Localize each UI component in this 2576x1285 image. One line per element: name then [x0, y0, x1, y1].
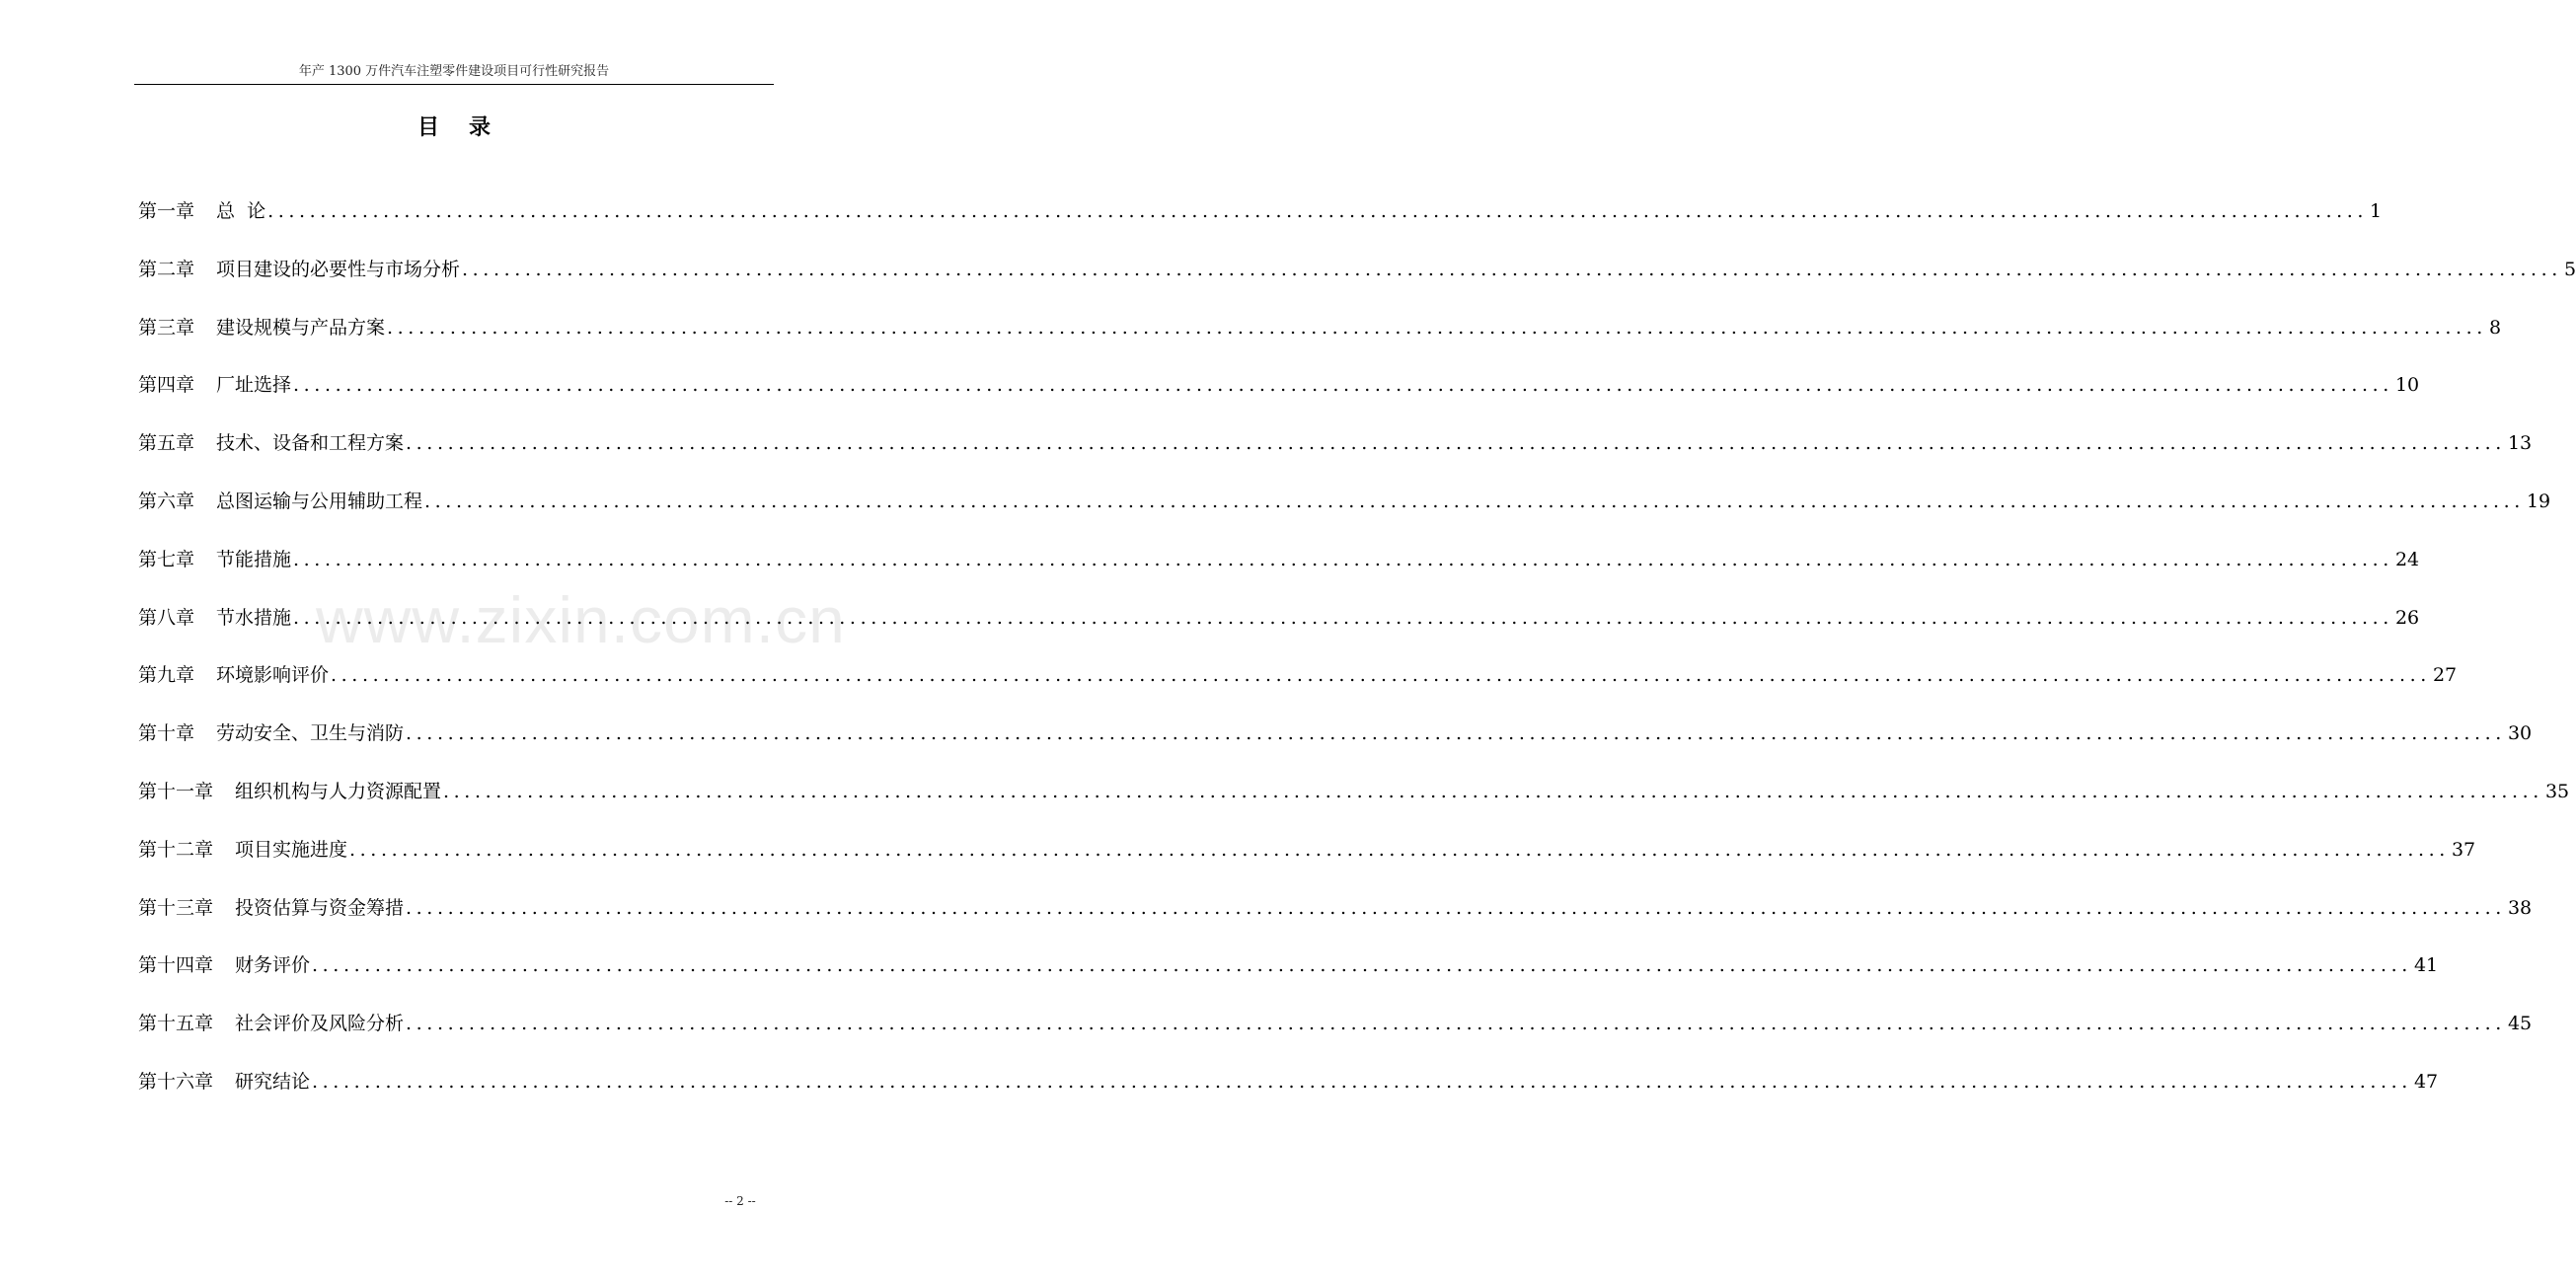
toc-page-number: 19: [2526, 490, 2551, 512]
toc-chapter-number: 第十四章: [138, 954, 214, 977]
toc-chapter-number: 第十二章: [138, 838, 214, 861]
toc-chapter-heading: 研究结论: [235, 1070, 311, 1093]
toc-dot-leader: ........................................................................................................................................................................................................: [406, 1013, 2506, 1035]
toc-chapter-number: 第十三章: [138, 896, 214, 919]
toc-dot-leader: ........................................................................................................................................................................................................: [406, 722, 2506, 745]
toc-chapter-number: 第六章: [138, 490, 195, 512]
toc-title: 目录: [417, 114, 520, 140]
toc-chapter-heading: 环境影响评价: [216, 664, 330, 687]
toc-chapter-number: 第十章: [138, 722, 195, 745]
toc-entry[interactable]: [138, 252, 2576, 310]
watermark: www.zixin.com.cn: [316, 583, 846, 656]
toc-chapter-heading: 投资估算与资金筹措: [235, 896, 405, 919]
toc-entry[interactable]: [138, 774, 2570, 832]
toc-dot-leader: ........................................................................................................................................................................................................: [293, 548, 2393, 570]
toc-page-number: 27: [2432, 664, 2458, 687]
toc-page-number: 26: [2394, 606, 2420, 629]
toc-chapter-number: 第十一章: [138, 780, 214, 802]
toc-chapter-number: 第十五章: [138, 1013, 214, 1035]
toc-chapter-number: 第四章: [138, 374, 195, 397]
toc-chapter-heading: 社会评价及风险分析: [235, 1013, 405, 1035]
toc-dot-leader: ........................................................................................................................................................................................................: [406, 896, 2506, 919]
toc-chapter-number: 第三章: [138, 316, 195, 339]
toc-chapter-heading: 技术、设备和工程方案: [216, 432, 405, 455]
toc-entry[interactable]: [138, 716, 2533, 774]
toc-page-number: 8: [2488, 316, 2502, 339]
toc-chapter-number: 第十六章: [138, 1070, 214, 1093]
toc-entry[interactable]: [138, 832, 2476, 890]
toc-entry[interactable]: [138, 1006, 2533, 1064]
toc-dot-leader: ........................................................................................................................................................................................................: [312, 954, 2412, 977]
toc-dot-leader: ........................................................................................................................................................................................................: [312, 1070, 2412, 1093]
toc-page-number: 24: [2394, 548, 2420, 570]
toc-chapter-heading: 项目建设的必要性与市场分析: [216, 258, 461, 280]
page-footer-number: -- 2 --: [724, 1194, 756, 1208]
toc-entry[interactable]: [138, 425, 2533, 484]
toc-chapter-number: 第五章: [138, 432, 195, 455]
toc-dot-leader: ........................................................................................................................................................................................................: [293, 374, 2393, 397]
toc-dot-leader: ........................................................................................................................................................................................................: [443, 780, 2543, 802]
toc-chapter-heading: 总图运输与公用辅助工程: [216, 490, 423, 512]
toc-entry[interactable]: [138, 657, 2458, 716]
toc-page-number: 47: [2413, 1070, 2439, 1093]
toc-dot-leader: ........................................................................................................................................................................................................: [331, 664, 2431, 687]
toc-page-number: 13: [2507, 432, 2533, 455]
toc-dot-leader: ........................................................................................................................................................................................................: [349, 838, 2450, 861]
toc-chapter-number: 第二章: [138, 258, 195, 280]
toc-chapter-heading: 节水措施: [216, 606, 292, 629]
toc-list: [138, 193, 2576, 1122]
toc-chapter-heading: 建设规模与产品方案: [216, 316, 386, 339]
toc-page-number: 5: [2563, 258, 2576, 280]
toc-page-number: 1: [2370, 200, 2383, 222]
toc-chapter-heading: 节能措施: [216, 548, 292, 570]
toc-chapter-number: 第九章: [138, 664, 195, 687]
page-header: 年产 1300 万件汽车注塑零件建设项目可行性研究报告: [298, 64, 610, 79]
toc-page-number: 35: [2544, 780, 2570, 802]
toc-entry[interactable]: [138, 367, 2420, 425]
toc-chapter-heading: 组织机构与人力资源配置: [235, 780, 442, 802]
toc-page-number: 41: [2413, 954, 2439, 977]
toc-chapter-number: 第八章: [138, 606, 195, 629]
header-rule: [134, 84, 774, 85]
toc-entry[interactable]: [138, 947, 2439, 1006]
toc-chapter-heading: 总 论: [216, 200, 266, 222]
toc-entry[interactable]: [138, 1064, 2439, 1122]
toc-chapter-heading: 项目实施进度: [235, 838, 348, 861]
toc-chapter-number: 第七章: [138, 548, 195, 570]
toc-entry[interactable]: [138, 484, 2551, 542]
toc-entry[interactable]: [138, 890, 2533, 948]
toc-dot-leader: ........................................................................................................................................................................................................: [267, 200, 2369, 222]
toc-dot-leader: ........................................................................................................................................................................................................: [406, 432, 2506, 455]
toc-page-number: 10: [2394, 374, 2420, 397]
toc-dot-leader: ........................................................................................................................................................................................................: [293, 606, 2393, 629]
toc-chapter-heading: 劳动安全、卫生与消防: [216, 722, 405, 745]
toc-page-number: 30: [2507, 722, 2533, 745]
toc-page-number: 38: [2507, 896, 2533, 919]
toc-page-number: 37: [2451, 838, 2476, 861]
toc-page-number: 45: [2507, 1013, 2533, 1035]
toc-chapter-heading: 厂址选择: [216, 374, 292, 397]
toc-entry[interactable]: [138, 310, 2502, 368]
toc-dot-leader: ........................................................................................................................................................................................................: [387, 316, 2487, 339]
toc-chapter-heading: 财务评价: [235, 954, 311, 977]
toc-dot-leader: ........................................................................................................................................................................................................: [424, 490, 2525, 512]
toc-dot-leader: ........................................................................................................................................................................................................: [462, 258, 2562, 280]
toc-chapter-number: 第一章: [138, 200, 195, 222]
toc-entry[interactable]: [138, 193, 2383, 252]
